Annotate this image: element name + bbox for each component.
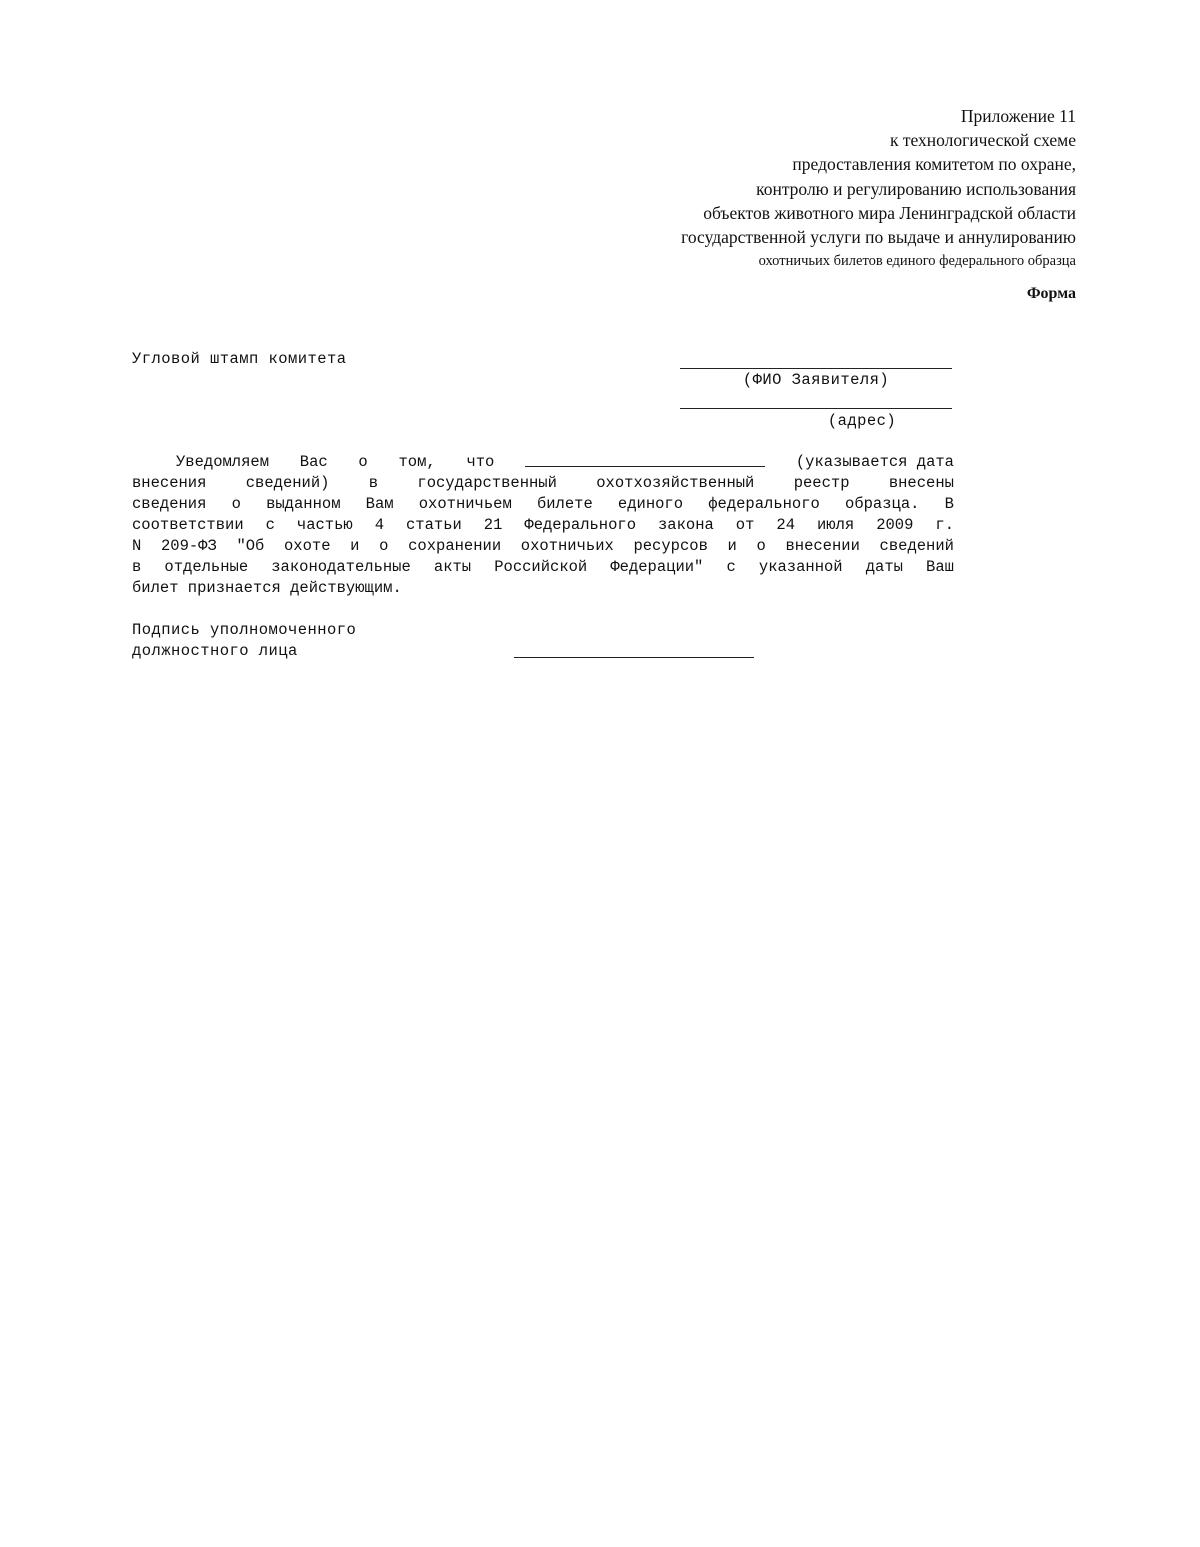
header-line: объектов животного мира Ленинградской области xyxy=(703,202,1076,223)
word: Российской xyxy=(494,558,588,576)
word: июля xyxy=(816,516,855,534)
word: акты xyxy=(433,558,472,576)
word: реестр xyxy=(793,474,850,492)
paragraph-line xyxy=(132,494,954,515)
applicant-name-blank-line xyxy=(680,368,952,369)
word: выданном xyxy=(266,495,341,513)
word: Вас xyxy=(299,453,328,471)
notification-paragraph xyxy=(132,452,954,599)
header-line: охотничьих билетов единого федерального образца xyxy=(758,253,1076,270)
paragraph-line xyxy=(132,515,954,536)
word: 24 xyxy=(776,516,795,534)
word: в xyxy=(132,558,142,576)
word: статьи xyxy=(406,516,462,534)
paragraph-line xyxy=(132,452,954,473)
header-line: предоставления комитетом по охране, xyxy=(792,154,1076,175)
word: указанной xyxy=(758,558,843,576)
word: г. xyxy=(935,516,954,534)
word: сохранении xyxy=(408,537,502,555)
word: охотничьем xyxy=(418,495,512,513)
header-line: к технологической схеме xyxy=(889,130,1076,151)
word: о xyxy=(756,537,766,555)
word: соответствии xyxy=(132,516,244,534)
word: 21 xyxy=(483,516,503,534)
word: и xyxy=(727,537,737,555)
word: о xyxy=(231,495,241,513)
word: охотничьих xyxy=(520,537,614,555)
word: в xyxy=(368,474,379,492)
word: В xyxy=(944,495,954,513)
word: сведений xyxy=(879,537,954,555)
word: Федерального xyxy=(524,516,637,534)
date-blank-line xyxy=(525,452,765,467)
word: законодательные xyxy=(271,558,411,576)
word: сведения xyxy=(132,495,207,513)
word: ресурсов xyxy=(633,537,708,555)
form-label: Форма xyxy=(1026,285,1076,302)
corner-stamp-label: Угловой штамп комитета xyxy=(132,350,347,368)
word: билет признается действующим. xyxy=(132,579,402,597)
word: закона xyxy=(658,516,714,534)
word: Вам xyxy=(365,495,394,513)
paragraph-line xyxy=(132,578,954,599)
word: государственный xyxy=(417,474,557,492)
word: охотхозяйственный xyxy=(596,474,755,492)
word: что xyxy=(466,453,495,471)
word: (указывается дата xyxy=(795,453,954,471)
word: охоте xyxy=(284,537,331,555)
word: образца. xyxy=(845,495,920,513)
address-blank-line xyxy=(680,408,952,409)
word: Уведомляем xyxy=(176,453,270,471)
paragraph-line xyxy=(132,473,954,494)
header-line: Приложение 11 xyxy=(960,106,1076,126)
header-line: контролю и регулированию использования xyxy=(756,178,1076,199)
word: 209-ФЗ xyxy=(160,537,217,555)
word: от xyxy=(735,516,755,534)
word: внесении xyxy=(785,537,860,555)
word: и xyxy=(350,537,360,555)
word: Ваш xyxy=(926,558,954,576)
word: 4 xyxy=(374,516,385,534)
word: билете xyxy=(536,495,593,513)
signature-blank-line xyxy=(514,657,754,658)
word: о xyxy=(358,453,368,471)
word: отдельные xyxy=(164,558,249,576)
word: внесены xyxy=(888,474,954,492)
paragraph-line xyxy=(132,536,954,557)
word: том, xyxy=(398,453,436,471)
word: частью xyxy=(296,516,353,534)
word: "Об xyxy=(236,537,265,555)
word: даты xyxy=(865,558,903,576)
address-caption: (адрес) xyxy=(827,412,897,430)
appendix-header xyxy=(516,104,1076,273)
word: внесения xyxy=(132,474,207,492)
word: Федерации" xyxy=(610,558,704,576)
word: сведений) xyxy=(245,474,330,492)
word: N xyxy=(132,537,142,555)
applicant-name-caption: (ФИО Заявителя) xyxy=(742,371,890,389)
header-line: государственной услуги по выдаче и аннулированию xyxy=(681,227,1076,248)
signature-label-line2: должностного лица xyxy=(132,642,298,660)
word: 2009 xyxy=(876,516,914,534)
word: федерального xyxy=(708,495,820,513)
word: с xyxy=(726,558,736,576)
word: единого xyxy=(617,495,684,513)
word: с xyxy=(265,516,275,534)
word: о xyxy=(379,537,389,555)
signature-label-line1: Подпись уполномоченного xyxy=(132,621,357,639)
paragraph-line xyxy=(132,557,954,578)
